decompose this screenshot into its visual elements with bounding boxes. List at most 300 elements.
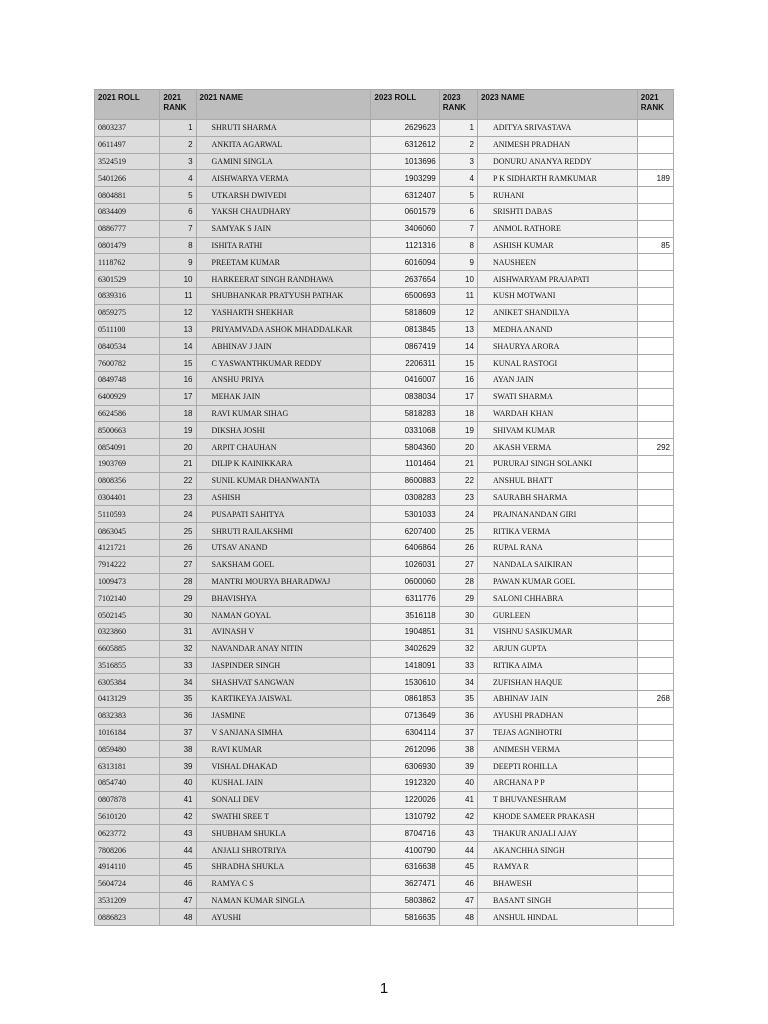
cell-2021-rank: 9 [160,254,196,271]
cell-2023-roll: 0601579 [371,203,439,220]
cell-2021-name: PUSAPATI SAHITYA [196,506,371,523]
cell-previous-2021-rank: 85 [637,237,673,254]
cell-previous-2021-rank [637,657,673,674]
cell-2021-rank: 4 [160,170,196,187]
cell-2023-name: ANIKET SHANDILYA [477,304,637,321]
cell-2023-rank: 25 [439,523,477,540]
cell-2021-roll: 0859275 [95,304,160,321]
cell-2021-rank: 35 [160,691,196,708]
cell-2021-rank: 30 [160,607,196,624]
cell-2021-roll: 0832383 [95,707,160,724]
cell-2023-name: THAKUR ANJALI AJAY [477,825,637,842]
cell-2023-rank: 43 [439,825,477,842]
cell-2023-name: ABHINAV JAIN [477,691,637,708]
cell-2023-roll: 5803862 [371,892,439,909]
table-row [95,136,674,153]
cell-previous-2021-rank [637,388,673,405]
cell-2021-roll: 6624586 [95,405,160,422]
cell-2021-roll: 0839316 [95,287,160,304]
cell-previous-2021-rank [637,607,673,624]
cell-2021-name: SHRADHA SHUKLA [196,859,371,876]
cell-2023-rank: 37 [439,724,477,741]
cell-2023-roll: 3627471 [371,875,439,892]
cell-2023-rank: 24 [439,506,477,523]
cell-2023-name: ARCHANA P P [477,775,637,792]
cell-previous-2021-rank [637,220,673,237]
cell-2023-rank: 31 [439,623,477,640]
rank-comparison-table [94,89,674,926]
cell-2023-name: ASHISH KUMAR [477,237,637,254]
cell-2023-rank: 1 [439,120,477,137]
cell-2023-roll: 1903299 [371,170,439,187]
table-row [95,422,674,439]
cell-2021-rank: 23 [160,489,196,506]
cell-2021-roll: 1903769 [95,455,160,472]
cell-2023-rank: 45 [439,859,477,876]
cell-2021-roll: 0854740 [95,775,160,792]
cell-previous-2021-rank: 268 [637,691,673,708]
cell-2021-roll: 4914110 [95,859,160,876]
cell-previous-2021-rank [637,271,673,288]
cell-2021-rank: 14 [160,338,196,355]
cell-2023-roll: 3406060 [371,220,439,237]
cell-2021-roll: 6313181 [95,758,160,775]
table-row [95,237,674,254]
cell-2023-roll: 0713649 [371,707,439,724]
cell-2023-roll: 5818283 [371,405,439,422]
table-row [95,388,674,405]
cell-previous-2021-rank [637,875,673,892]
cell-2023-name: ANMOL RATHORE [477,220,637,237]
cell-2023-roll: 5816635 [371,909,439,926]
cell-2023-rank: 33 [439,657,477,674]
table-row [95,892,674,909]
cell-2023-name: KHODE SAMEER PRAKASH [477,808,637,825]
cell-previous-2021-rank [637,724,673,741]
cell-2023-roll: 6304114 [371,724,439,741]
cell-2023-rank: 35 [439,691,477,708]
cell-2023-roll: 0838034 [371,388,439,405]
cell-previous-2021-rank [637,338,673,355]
cell-2021-name: ANSHU PRIYA [196,371,371,388]
cell-2023-name: VISHNU SASIKUMAR [477,623,637,640]
cell-2023-rank: 11 [439,287,477,304]
cell-previous-2021-rank [637,455,673,472]
cell-2021-roll: 0323860 [95,623,160,640]
cell-2023-name: AKANCHHA SINGH [477,842,637,859]
cell-previous-2021-rank [637,791,673,808]
cell-2023-rank: 2 [439,136,477,153]
cell-2021-name: YAKSH CHAUDHARY [196,203,371,220]
table-row [95,506,674,523]
table-row [95,791,674,808]
table-row [95,371,674,388]
cell-2021-rank: 22 [160,472,196,489]
cell-2021-rank: 28 [160,573,196,590]
table-row [95,287,674,304]
cell-2023-name: RITIKA VERMA [477,523,637,540]
header-2023-roll: 2023 ROLL [371,90,439,120]
cell-2021-name: KARTIKEYA JAISWAL [196,691,371,708]
cell-previous-2021-rank [637,254,673,271]
cell-2023-roll: 6312612 [371,136,439,153]
cell-2021-name: V SANJANA SIMHA [196,724,371,741]
cell-2021-name: RAVI KUMAR SIHAG [196,405,371,422]
table-row [95,170,674,187]
cell-2021-name: NAMAN KUMAR SINGLA [196,892,371,909]
cell-2023-rank: 14 [439,338,477,355]
cell-2021-rank: 45 [160,859,196,876]
table-row [95,859,674,876]
cell-2021-name: JASMINE [196,707,371,724]
cell-2021-name: SONALI DEV [196,791,371,808]
cell-2021-name: AVINASH V [196,623,371,640]
cell-2023-rank: 16 [439,371,477,388]
cell-2021-name: RAMYA C S [196,875,371,892]
cell-2023-name: ANIMESH PRADHAN [477,136,637,153]
cell-2021-rank: 18 [160,405,196,422]
table-row [95,539,674,556]
cell-2021-rank: 13 [160,321,196,338]
cell-2021-rank: 42 [160,808,196,825]
cell-2023-rank: 12 [439,304,477,321]
table-row [95,875,674,892]
cell-2023-roll: 1310792 [371,808,439,825]
cell-2021-roll: 0413129 [95,691,160,708]
cell-2023-rank: 29 [439,590,477,607]
table-row [95,254,674,271]
cell-2023-rank: 21 [439,455,477,472]
cell-2021-roll: 0511100 [95,321,160,338]
cell-2023-rank: 8 [439,237,477,254]
cell-2021-roll: 0803237 [95,120,160,137]
cell-2021-roll: 6305384 [95,674,160,691]
header-2021-roll: 2021 ROLL [95,90,160,120]
cell-2021-name: BHAVISHYA [196,590,371,607]
cell-2021-rank: 12 [160,304,196,321]
cell-2023-roll: 8704716 [371,825,439,842]
cell-2023-name: MEDHA ANAND [477,321,637,338]
cell-2021-rank: 36 [160,707,196,724]
cell-2021-roll: 5604724 [95,875,160,892]
cell-2023-roll: 6311776 [371,590,439,607]
table-row [95,707,674,724]
cell-2021-roll: 5401266 [95,170,160,187]
cell-2023-roll: 5301033 [371,506,439,523]
cell-previous-2021-rank [637,422,673,439]
cell-2023-name: AYAN JAIN [477,371,637,388]
cell-2021-roll: 7914222 [95,556,160,573]
header-2021-name: 2021 NAME [196,90,371,120]
cell-2021-rank: 15 [160,355,196,372]
cell-2021-name: SHUBHANKAR PRATYUSH PATHAK [196,287,371,304]
cell-2021-rank: 27 [160,556,196,573]
cell-2021-rank: 34 [160,674,196,691]
cell-previous-2021-rank [637,153,673,170]
cell-2023-rank: 44 [439,842,477,859]
cell-2021-roll: 3531209 [95,892,160,909]
cell-2021-rank: 24 [160,506,196,523]
cell-2023-name: SHIVAM KUMAR [477,422,637,439]
cell-previous-2021-rank [637,775,673,792]
table-row [95,674,674,691]
cell-2021-name: GAMINI SINGLA [196,153,371,170]
cell-2023-roll: 1418091 [371,657,439,674]
cell-previous-2021-rank [637,321,673,338]
header-previous-2021-rank: 2021 RANK [637,90,673,120]
cell-previous-2021-rank [637,405,673,422]
cell-2023-name: AKASH VERMA [477,439,637,456]
cell-2021-name: DILIP K KAINIKKARA [196,455,371,472]
cell-2023-name: AYUSHI PRADHAN [477,707,637,724]
cell-2023-rank: 13 [439,321,477,338]
cell-2023-name: KUNAL RASTOGI [477,355,637,372]
cell-2021-roll: 6400929 [95,388,160,405]
cell-previous-2021-rank [637,120,673,137]
cell-2023-rank: 39 [439,758,477,775]
cell-2021-roll: 1016184 [95,724,160,741]
cell-2021-name: NAVANDAR ANAY NITIN [196,640,371,657]
cell-2023-rank: 19 [439,422,477,439]
cell-2021-name: C YASWANTHKUMAR REDDY [196,355,371,372]
table-row [95,187,674,204]
cell-2023-roll: 3516118 [371,607,439,624]
cell-2021-name: SHUBHAM SHUKLA [196,825,371,842]
header-row [95,90,674,120]
cell-previous-2021-rank [637,472,673,489]
cell-2021-rank: 7 [160,220,196,237]
cell-2023-name: TEJAS AGNIHOTRI [477,724,637,741]
cell-2021-roll: 8500663 [95,422,160,439]
cell-2023-name: SHAURYA ARORA [477,338,637,355]
cell-2023-roll: 3402629 [371,640,439,657]
cell-2023-roll: 1013696 [371,153,439,170]
cell-2021-rank: 2 [160,136,196,153]
cell-2023-rank: 48 [439,909,477,926]
cell-2021-roll: 7102140 [95,590,160,607]
cell-2021-name: SAKSHAM GOEL [196,556,371,573]
cell-previous-2021-rank [637,304,673,321]
table-row [95,842,674,859]
cell-2021-name: ISHITA RATHI [196,237,371,254]
cell-2023-name: T BHUVANESHRAM [477,791,637,808]
table-row [95,153,674,170]
cell-previous-2021-rank [637,371,673,388]
table-row [95,439,674,456]
cell-previous-2021-rank [637,539,673,556]
table-row [95,472,674,489]
cell-2023-roll: 5804360 [371,439,439,456]
cell-2021-rank: 8 [160,237,196,254]
cell-2021-roll: 5610120 [95,808,160,825]
cell-2021-name: NAMAN GOYAL [196,607,371,624]
cell-2023-rank: 30 [439,607,477,624]
page-number: 1 [379,980,389,997]
cell-2021-name: UTSAV ANAND [196,539,371,556]
cell-2021-roll: 0859480 [95,741,160,758]
cell-2021-rank: 47 [160,892,196,909]
cell-2023-name: RAMYA R [477,859,637,876]
cell-previous-2021-rank [637,573,673,590]
cell-2023-rank: 4 [439,170,477,187]
table-row [95,556,674,573]
cell-2021-rank: 39 [160,758,196,775]
cell-2021-name: MANTRI MOURYA BHARADWAJ [196,573,371,590]
cell-2023-rank: 23 [439,489,477,506]
cell-previous-2021-rank [637,808,673,825]
cell-2023-rank: 20 [439,439,477,456]
cell-2023-roll: 6312407 [371,187,439,204]
cell-2023-roll: 2629623 [371,120,439,137]
cell-2023-name: KUSH MOTWANI [477,287,637,304]
cell-2023-name: NAUSHEEN [477,254,637,271]
cell-2023-roll: 1912320 [371,775,439,792]
cell-2023-name: NANDALA SAIKIRAN [477,556,637,573]
cell-2023-roll: 1220026 [371,791,439,808]
cell-2021-name: DIKSHA JOSHI [196,422,371,439]
cell-previous-2021-rank [637,523,673,540]
cell-2021-name: ARPIT CHAUHAN [196,439,371,456]
cell-2021-name: SAMYAK S JAIN [196,220,371,237]
cell-previous-2021-rank [637,187,673,204]
table-row [95,271,674,288]
cell-2021-rank: 31 [160,623,196,640]
cell-2021-name: MEHAK JAIN [196,388,371,405]
cell-previous-2021-rank [637,506,673,523]
cell-2021-roll: 0886777 [95,220,160,237]
cell-2021-rank: 37 [160,724,196,741]
cell-2021-rank: 26 [160,539,196,556]
cell-2023-rank: 40 [439,775,477,792]
cell-2021-rank: 21 [160,455,196,472]
cell-previous-2021-rank [637,842,673,859]
cell-2021-roll: 0623772 [95,825,160,842]
cell-2021-rank: 6 [160,203,196,220]
cell-2021-name: ASHISH [196,489,371,506]
cell-2021-name: VISHAL DHAKAD [196,758,371,775]
cell-2023-roll: 1904851 [371,623,439,640]
cell-2023-name: SRISHTI DABAS [477,203,637,220]
cell-2023-roll: 6406864 [371,539,439,556]
cell-previous-2021-rank [637,892,673,909]
cell-2023-name: ANIMESH VERMA [477,741,637,758]
cell-2023-name: PRAJNANANDAN GIRI [477,506,637,523]
cell-2021-roll: 4121721 [95,539,160,556]
cell-2023-name: P K SIDHARTH RAMKUMAR [477,170,637,187]
cell-2023-rank: 46 [439,875,477,892]
cell-2021-rank: 40 [160,775,196,792]
cell-2021-rank: 25 [160,523,196,540]
cell-2023-rank: 9 [439,254,477,271]
table-row [95,220,674,237]
cell-2021-roll: 0849748 [95,371,160,388]
cell-2023-name: SAURABH SHARMA [477,489,637,506]
cell-2023-roll: 2206311 [371,355,439,372]
table-row [95,120,674,137]
cell-2021-name: SUNIL KUMAR DHANWANTA [196,472,371,489]
cell-2021-roll: 0807878 [95,791,160,808]
cell-2023-rank: 28 [439,573,477,590]
cell-2021-roll: 6301529 [95,271,160,288]
cell-2021-name: PREETAM KUMAR [196,254,371,271]
cell-2021-rank: 16 [160,371,196,388]
cell-2023-name: RITIKA AIMA [477,657,637,674]
cell-previous-2021-rank [637,640,673,657]
table-row [95,304,674,321]
cell-2021-roll: 0808356 [95,472,160,489]
cell-2021-roll: 0840534 [95,338,160,355]
table-row [95,523,674,540]
cell-2023-roll: 0308283 [371,489,439,506]
cell-2023-roll: 4100790 [371,842,439,859]
cell-2021-roll: 0886823 [95,909,160,926]
cell-2021-name: HARKEERAT SINGH RANDHAWA [196,271,371,288]
cell-previous-2021-rank [637,623,673,640]
table-row [95,623,674,640]
cell-2021-rank: 29 [160,590,196,607]
cell-2021-rank: 32 [160,640,196,657]
cell-2021-roll: 3524519 [95,153,160,170]
cell-previous-2021-rank: 292 [637,439,673,456]
cell-2023-rank: 26 [439,539,477,556]
cell-2023-name: SALONI CHHABRA [477,590,637,607]
cell-2023-name: AISHWARYAM PRAJAPATI [477,271,637,288]
cell-2021-roll: 6605885 [95,640,160,657]
cell-2021-rank: 38 [160,741,196,758]
cell-previous-2021-rank [637,489,673,506]
cell-2023-name: WARDAH KHAN [477,405,637,422]
table-row [95,741,674,758]
table-row [95,724,674,741]
cell-2023-name: PAWAN KUMAR GOEL [477,573,637,590]
cell-2023-rank: 22 [439,472,477,489]
cell-2021-name: SWATHI SREE T [196,808,371,825]
table-row [95,455,674,472]
cell-2023-name: BHAWESH [477,875,637,892]
cell-2021-roll: 7808206 [95,842,160,859]
cell-2023-name: ADITYA SRIVASTAVA [477,120,637,137]
cell-2023-rank: 17 [439,388,477,405]
cell-previous-2021-rank [637,674,673,691]
cell-2023-roll: 2637654 [371,271,439,288]
table-row [95,489,674,506]
cell-2021-name: SHASHVAT SANGWAN [196,674,371,691]
cell-previous-2021-rank [637,355,673,372]
cell-2023-name: ANSHUL BHATT [477,472,637,489]
cell-2023-name: GURLEEN [477,607,637,624]
cell-2021-rank: 3 [160,153,196,170]
cell-2023-rank: 7 [439,220,477,237]
cell-previous-2021-rank [637,556,673,573]
cell-2023-roll: 1026031 [371,556,439,573]
cell-2021-name: KUSHAL JAIN [196,775,371,792]
cell-2021-name: ANJALI SHROTRIYA [196,842,371,859]
table-row [95,338,674,355]
cell-2023-name: PURURAJ SINGH SOLANKI [477,455,637,472]
cell-2021-rank: 44 [160,842,196,859]
cell-2021-rank: 46 [160,875,196,892]
cell-2021-name: SHRUTI SHARMA [196,120,371,137]
cell-2023-roll: 6016094 [371,254,439,271]
cell-2021-roll: 7600782 [95,355,160,372]
cell-2021-name: UTKARSH DWIVEDI [196,187,371,204]
cell-2021-name: RAVI KUMAR [196,741,371,758]
cell-2023-name: RUPAL RANA [477,539,637,556]
cell-2021-rank: 5 [160,187,196,204]
cell-2023-roll: 6316638 [371,859,439,876]
cell-2021-rank: 11 [160,287,196,304]
cell-2023-roll: 1101464 [371,455,439,472]
